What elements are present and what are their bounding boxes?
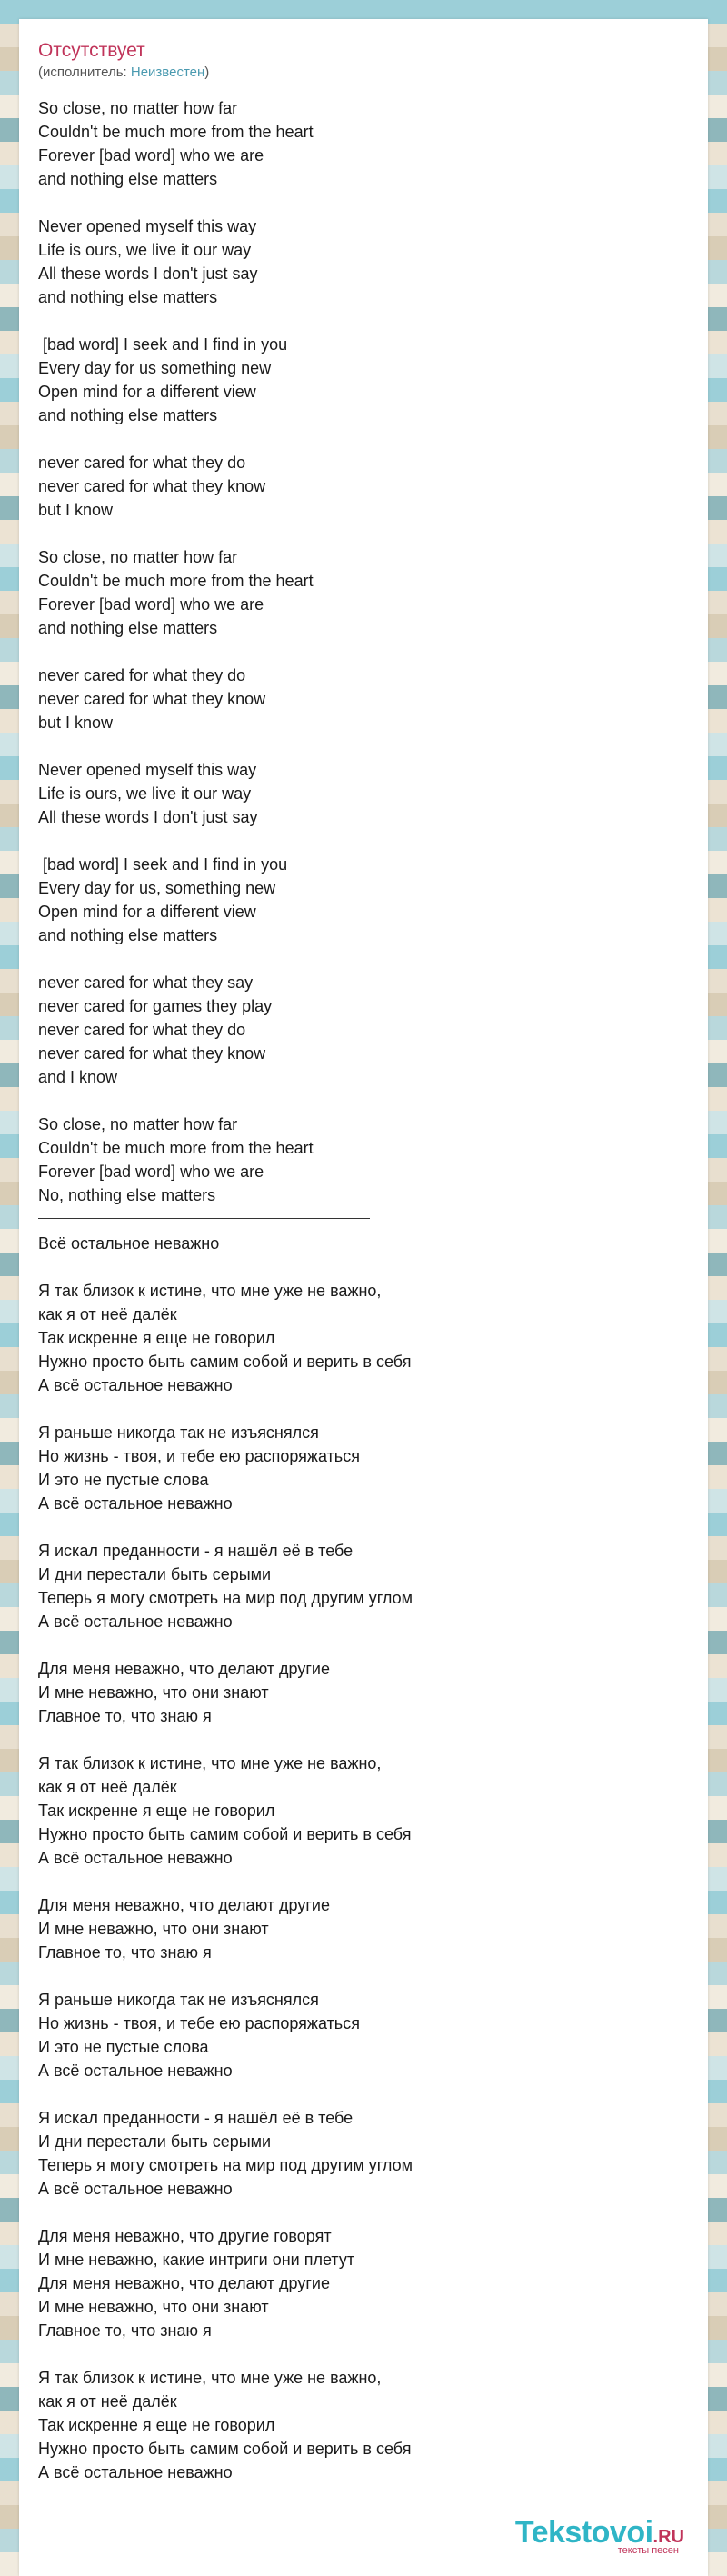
- stanza: [38, 1752, 692, 1870]
- lyric-line: but I know: [38, 714, 114, 732]
- lyric-line: never cared for what they do: [38, 666, 246, 684]
- lyric-line: Нужно просто быть самим собой и верить в себя: [38, 1353, 412, 1371]
- stanza: [38, 1988, 692, 2082]
- lyric-line: Couldn't be much more from the heart: [38, 572, 314, 590]
- lyric-line: Для меня неважно, что другие говорят: [38, 2227, 332, 2245]
- stanza-gap: [38, 640, 692, 664]
- lyric-line: Life is ours, we live it our way: [38, 784, 252, 803]
- stanza-gap: [38, 1515, 692, 1539]
- stanza: [38, 971, 692, 1089]
- lyric-line: Но жизнь - твоя, и тебе ею распоряжаться: [38, 2014, 360, 2032]
- lyric-line: [bad word] I seek and I find in you: [38, 855, 288, 874]
- lyric-line: Open mind for a different view: [38, 903, 256, 921]
- lyric-line: Forever [bad word] who we are: [38, 595, 264, 614]
- lyric-line: but I know: [38, 501, 114, 519]
- lyric-line: Every day for us something new: [38, 359, 272, 377]
- stanza: [38, 853, 692, 947]
- lyric-line: А всё остальное неважно: [38, 1376, 233, 1394]
- stanza: [38, 545, 692, 640]
- lyric-line: Life is ours, we live it our way: [38, 241, 252, 259]
- lyric-line: А всё остальное неважно: [38, 1849, 233, 1867]
- stanza: [38, 664, 692, 734]
- stanza: [38, 1113, 692, 1207]
- artist-link[interactable]: Неизвестен: [130, 65, 205, 80]
- logo-tagline: тексты песен: [617, 2545, 679, 2556]
- lyric-line: И мне неважно, что они знают: [38, 2298, 269, 2316]
- lyric-line: never cared for what they say: [38, 973, 254, 992]
- lyric-line: И это не пустые слова: [38, 1471, 209, 1489]
- stanza: [38, 758, 692, 829]
- lyric-line: как я от неё далёк: [38, 2392, 177, 2411]
- stanza: [38, 215, 692, 309]
- lyric-line: Но жизнь - твоя, и тебе ею распоряжаться: [38, 1447, 360, 1465]
- lyric-line: И мне неважно, что они знают: [38, 1920, 269, 1938]
- lyric-line: Я искал преданности - я нашёл её в тебе: [38, 1542, 354, 1560]
- lyric-line: never cared for what they know: [38, 690, 266, 708]
- lyric-line: never cared for what they do: [38, 454, 246, 472]
- stanza-gap: [38, 309, 692, 333]
- lyric-line: Never opened myself this way: [38, 217, 257, 235]
- stanza-gap: [38, 734, 692, 758]
- lyric-line: Нужно просто быть самим собой и верить в себя: [38, 2440, 412, 2458]
- lyric-line: No, nothing else matters: [38, 1186, 216, 1204]
- stanza-gap: [38, 522, 692, 545]
- lyric-line: Я раньше никогда так не изъяснялся: [38, 1423, 319, 1442]
- lyric-line: Теперь я могу смотреть на мир под другим углом: [38, 2156, 413, 2174]
- lyric-line: как я от неё далёк: [38, 1305, 177, 1323]
- stanza: [38, 1421, 692, 1515]
- lyrics-card: [19, 19, 708, 2576]
- stanza: [38, 96, 692, 191]
- stanza: [38, 2224, 692, 2342]
- lyric-line: All these words I don't just say: [38, 808, 258, 826]
- lyric-line: Every day for us, something new: [38, 879, 276, 897]
- lyric-line: Для меня неважно, что делают другие: [38, 1660, 330, 1678]
- translation-title: Всё остальное неважно: [38, 1234, 220, 1253]
- song-title: Отсутствует: [38, 40, 145, 61]
- logo-name: Tekstovoi: [514, 2515, 653, 2550]
- lyric-line: Так искренне я еще не говорил: [38, 1802, 275, 1820]
- lyric-line: and nothing else matters: [38, 406, 218, 424]
- lyric-line: И мне неважно, какие интриги они плетут: [38, 2251, 355, 2269]
- lyric-line: Я раньше никогда так не изъяснялся: [38, 1991, 319, 2009]
- lyric-line: So close, no matter how far: [38, 1115, 238, 1133]
- translation-divider: [38, 1218, 370, 1219]
- lyric-line: and I know: [38, 1068, 118, 1086]
- lyric-line: И это не пустые слова: [38, 2038, 209, 2056]
- site-logo[interactable]: [515, 2517, 684, 2556]
- lyric-line: All these words I don't just say: [38, 265, 258, 283]
- stanza: [38, 1657, 692, 1728]
- lyrics-original: [38, 96, 692, 1207]
- lyric-line: Так искренне я еще не говорил: [38, 2416, 275, 2434]
- lyric-line: А всё остальное неважно: [38, 1494, 233, 1513]
- stanza: [38, 1279, 692, 1397]
- stanza-gap: [38, 1728, 692, 1752]
- stanza-gap: [38, 191, 692, 215]
- stanza-gap: [38, 829, 692, 853]
- stanza-gap: [38, 1089, 692, 1113]
- lyric-line: never cared for what they know: [38, 477, 266, 495]
- lyric-line: Я искал преданности - я нашёл её в тебе: [38, 2109, 354, 2127]
- lyric-line: Forever [bad word] who we are: [38, 1163, 264, 1181]
- lyric-line: А всё остальное неважно: [38, 2463, 233, 2481]
- lyric-line: Нужно просто быть самим собой и верить в себя: [38, 1825, 412, 1843]
- lyric-line: So close, no matter how far: [38, 99, 238, 117]
- stanza-gap: [38, 2082, 692, 2106]
- lyric-line: А всё остальное неважно: [38, 2180, 233, 2198]
- lyric-line: И мне неважно, что они знают: [38, 1683, 269, 1702]
- lyric-line: А всё остальное неважно: [38, 2062, 233, 2080]
- lyric-line: Так искренне я еще не говорил: [38, 1329, 275, 1347]
- lyric-line: never cared for what they do: [38, 1021, 246, 1039]
- stanza: [38, 451, 692, 522]
- lyric-line: never cared for what they know: [38, 1044, 266, 1063]
- lyric-line: А всё остальное неважно: [38, 1612, 233, 1631]
- lyric-line: never cared for games they play: [38, 997, 273, 1015]
- lyric-line: Forever [bad word] who we are: [38, 146, 264, 165]
- artist-prefix: (исполнитель:: [38, 65, 131, 80]
- stanza-gap: [38, 947, 692, 971]
- stanza-gap: [38, 2201, 692, 2224]
- stanza: [38, 2366, 692, 2484]
- lyric-line: Теперь я могу смотреть на мир под другим углом: [38, 1589, 413, 1607]
- stanza: [38, 1893, 692, 1964]
- lyric-line: Couldn't be much more from the heart: [38, 123, 314, 141]
- artist-suffix: ): [204, 65, 210, 80]
- lyric-line: and nothing else matters: [38, 170, 218, 188]
- stanza-gap: [38, 427, 692, 451]
- stanza-gap: [38, 1255, 692, 1279]
- logo-tld: .RU: [652, 2527, 684, 2547]
- lyrics-translation: [38, 1279, 692, 2484]
- stanza: [38, 2106, 692, 2201]
- lyric-line: So close, no matter how far: [38, 548, 238, 566]
- lyric-line: Open mind for a different view: [38, 383, 256, 401]
- lyric-line: and nothing else matters: [38, 619, 218, 637]
- stanza-gap: [38, 1870, 692, 1893]
- lyric-line: И дни перестали быть серыми: [38, 2132, 272, 2151]
- artist-line: [38, 64, 209, 81]
- lyrics-body: [38, 96, 692, 2484]
- stanza-gap: [38, 1397, 692, 1421]
- lyric-line: Couldn't be much more from the heart: [38, 1139, 314, 1157]
- lyric-line: Главное то, что знаю я: [38, 1707, 212, 1725]
- stanza-gap: [38, 1633, 692, 1657]
- lyric-line: and nothing else matters: [38, 926, 218, 944]
- lyric-line: Я так близок к истине, что мне уже не важно,: [38, 1282, 382, 1300]
- lyric-line: Never opened myself this way: [38, 761, 257, 779]
- lyric-line: как я от неё далёк: [38, 1778, 177, 1796]
- stanza-gap: [38, 2342, 692, 2366]
- lyric-line: and nothing else matters: [38, 288, 218, 306]
- lyric-line: Для меня неважно, что делают другие: [38, 1896, 330, 1914]
- lyric-line: И дни перестали быть серыми: [38, 1565, 272, 1583]
- lyric-line: Главное то, что знаю я: [38, 1943, 212, 1962]
- lyric-line: [bad word] I seek and I find in you: [38, 335, 288, 354]
- lyric-line: Я так близок к истине, что мне уже не важно,: [38, 2369, 382, 2387]
- stanza: [38, 333, 692, 427]
- stanza-gap: [38, 1964, 692, 1988]
- lyric-line: Я так близок к истине, что мне уже не важно,: [38, 1754, 382, 1772]
- lyric-line: Для меня неважно, что делают другие: [38, 2274, 330, 2292]
- stanza: [38, 1539, 692, 1633]
- lyric-line: Главное то, что знаю я: [38, 2321, 212, 2340]
- song-header: [38, 39, 209, 81]
